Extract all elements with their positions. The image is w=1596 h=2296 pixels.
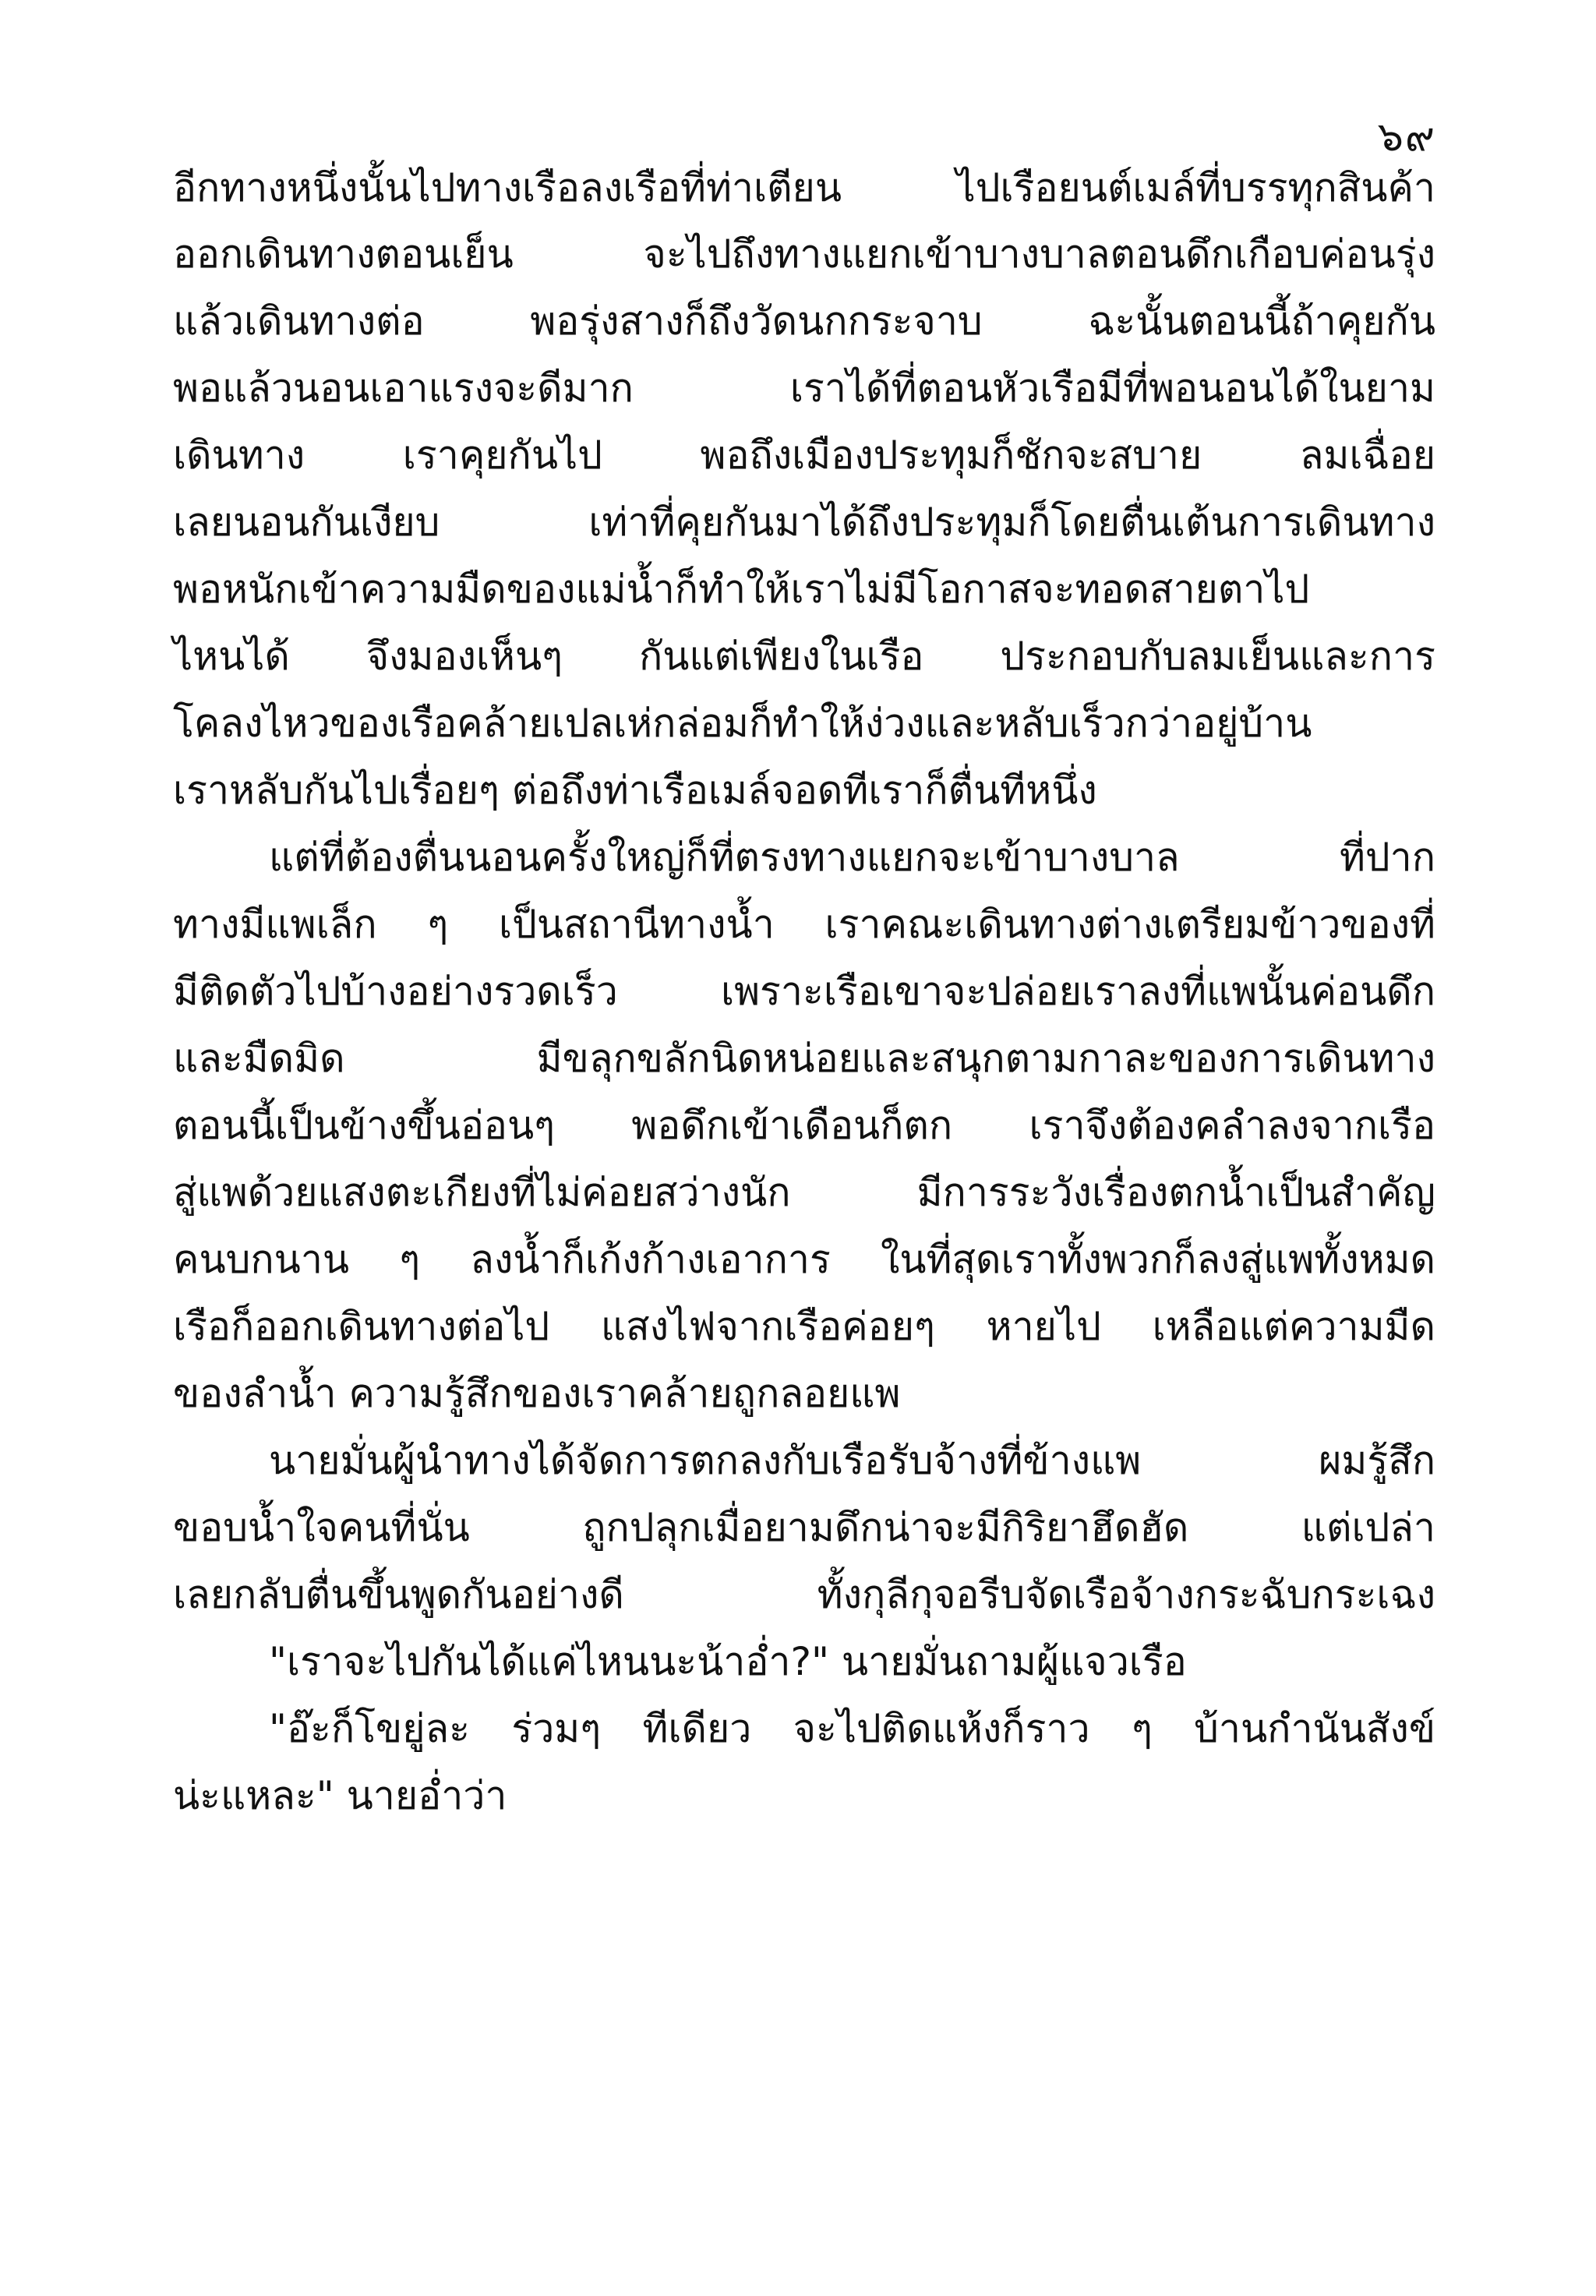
- text-line: แล้วเดินทางต่อ พอรุ่งสางก็ถึงวัดนกกระจาบ ฉะนั้นตอนนี้ถ้าคุยกัน: [173, 298, 1435, 344]
- text-line: และมืดมิด มีขลุกขลักนิดหน่อยและสนุกตามกาละของการเดินทาง: [173, 1036, 1435, 1081]
- text-line: ตอนนี้เป็นข้างขึ้นอ่อนๆ พอดึกเข้าเดือนก็ตก เราจึงต้องคลำลงจากเรือ: [173, 1103, 1435, 1148]
- dialogue-line: "เราจะไปกันได้แค่ไหนนะน้าอ่ำ?" นายมั่นถามผู้แจวเรือ: [269, 1639, 1187, 1684]
- text-line: ขอบน้ำใจคนที่นั่น ถูกปลุกเมื่อยามดึกน่าจะมีกิริยาฮึดฮัด แต่เปล่า: [173, 1505, 1435, 1550]
- text-line: เลยนอนกันเงียบ เท่าที่คุยกันมาได้ถึงประทุมก็โดยตื่นเต้นการเดินทาง: [173, 500, 1435, 545]
- text-line: คนบกนาน ๆ ลงน้ำก็เก้งก้างเอาการ ในที่สุดเราทั้งพวกก็ลงสู่แพทั้งหมด: [173, 1237, 1435, 1282]
- page-number: ๖๙: [1377, 114, 1436, 161]
- dialogue-line: "อ๊ะก็โขยู่ละ ร่วมๆ ทีเดียว จะไปติดแห้งก็ราว ๆ บ้านกำนันสังข์: [269, 1706, 1435, 1751]
- text-line: พอหนักเข้าความมืดของแม่น้ำก็ทำให้เราไม่มีโอกาสจะทอดสายตาไป: [173, 567, 1310, 612]
- text-line: มีติดตัวไปบ้างอย่างรวดเร็ว เพราะเรือเขาจะปล่อยเราลงที่แพนั้นค่อนดึก: [173, 969, 1435, 1014]
- text-line: ทางมีแพเล็ก ๆ เป็นสถานีทางน้ำ เราคณะเดินทางต่างเตรียมข้าวของที่: [173, 902, 1435, 947]
- text-line: แต่ที่ต้องตื่นนอนครั้งใหญ่ก็ที่ตรงทางแยกจะเข้าบางบาล ที่ปาก: [269, 835, 1435, 880]
- text-line: นายมั่นผู้นำทางได้จัดการตกลงกับเรือรับจ้างที่ข้างแพ ผมรู้สึก: [269, 1438, 1435, 1483]
- text-line: เรือก็ออกเดินทางต่อไป แสงไฟจากเรือค่อยๆ หายไป เหลือแต่ความมืด: [173, 1304, 1435, 1349]
- text-line: ออกเดินทางตอนเย็น จะไปถึงทางแยกเข้าบางบาลตอนดึกเกือบค่อนรุ่ง: [173, 231, 1435, 277]
- text-line: สู่แพด้วยแสงตะเกียงที่ไม่ค่อยสว่างนัก มีการระวังเรื่องตกน้ำเป็นสำคัญ: [173, 1170, 1435, 1215]
- text-line: โคลงไหวของเรือคล้ายเปลเห่กล่อมก็ทำให้ง่วงและหลับเร็วกว่าอยู่บ้าน: [173, 701, 1312, 746]
- text-line: เราหลับกันไปเรื่อยๆ ต่อถึงท่าเรือเมล์จอดทีเราก็ตื่นทีหนึ่ง: [173, 768, 1097, 813]
- text-line: อีกทางหนึ่งนั้นไปทางเรือลงเรือที่ท่าเตียน ไปเรือยนต์เมล์ที่บรรทุกสินค้า: [173, 165, 1435, 210]
- text-line: ไหนได้ จึงมองเห็นๆ กันแต่เพียงในเรือ ประกอบกับลมเย็นและการ: [173, 634, 1435, 679]
- dialogue-line: น่ะแหละ" นายอ่ำว่า: [173, 1773, 507, 1818]
- text-line: พอแล้วนอนเอาแรงจะดีมาก เราได้ที่ตอนหัวเรือมีที่พอนอนได้ในยาม: [173, 366, 1435, 411]
- text-line: เลยกลับตื่นขึ้นพูดกันอย่างดี ทั้งกุลีกุจอรีบจัดเรือจ้างกระฉับกระเฉง: [173, 1572, 1435, 1617]
- text-line: เดินทาง เราคุยกันไป พอถึงเมืองประทุมก็ชักจะสบาย ลมเฉื่อย: [173, 433, 1435, 478]
- text-line: ของลำน้ำ ความรู้สึกของเราคล้ายถูกลอยแพ: [173, 1371, 901, 1416]
